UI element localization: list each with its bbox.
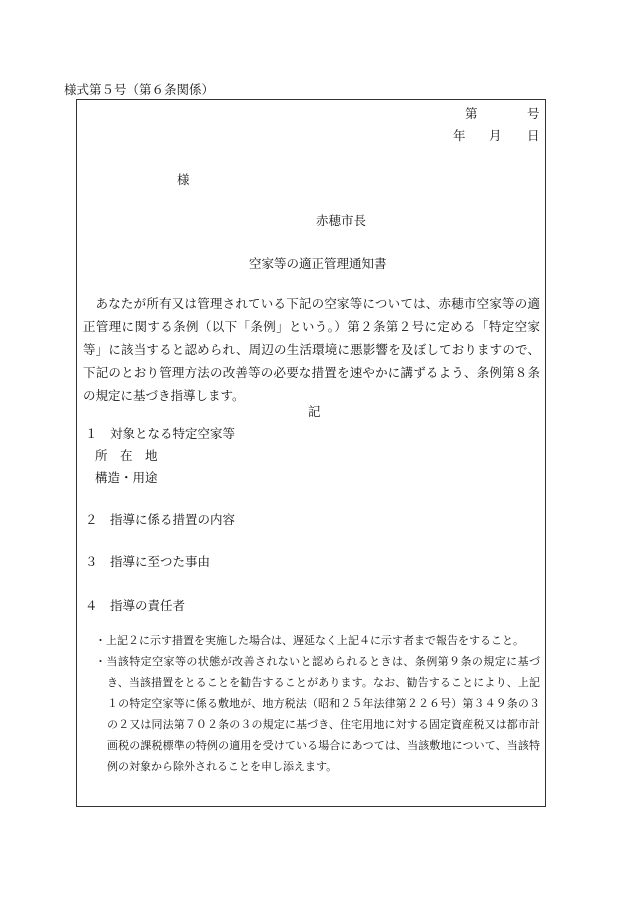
- notice-body: あなたが所有又は管理されている下記の空家等については、赤穂市空家等の適正管理に関する条例（以下「条例」という。）第２条第２号に定める「特定空家等」に該当すると認められ、周辺の生活環境に悪影響を及ぼしておりますので、下記のとおり管理方法の改善等の必要な措置を速やかに講ずるよう、条例第８条の規定に基づき指導します。: [83, 296, 540, 403]
- document-frame: [76, 99, 546, 807]
- structure-use-label: 構造・用途: [95, 470, 158, 485]
- issuer-name: 赤穂市長: [316, 213, 367, 228]
- addressee-honorific: 様: [177, 172, 190, 187]
- item-3-reason: ３ 指導に至つた事由: [85, 554, 211, 569]
- ki-heading: 記: [308, 404, 321, 419]
- date-month: 月: [489, 128, 502, 143]
- date-year: 年: [453, 128, 466, 143]
- item-4-responsible: ４ 指導の責任者: [85, 598, 186, 613]
- item-1-target: １ 対象となる特定空家等: [85, 426, 236, 441]
- doc-number-prefix: 第: [465, 106, 478, 121]
- note-item: ・当該特定空家等の状態が改善されないと認められるときは、条例第９条の規定に基づき、当該措置をとることを勧告することがあります。なお、勧告することにより、上記１の特定空家等に係る敷地が、地方税法（昭和２５年法律第２２６号）第３４９条の３の２又は同法第７０２条の３の規定に基づき、住宅用地に対する固定資産税又は都市計画税の課税標準の特例の適用を受けている場合にあつては、当該敷地について、当該特例の対象から除外されることを申し添えます。: [95, 655, 540, 773]
- note-item: ・上記２に示す措置を実施した場合は、遅延なく上記４に示す者まで報告をすること。: [95, 634, 524, 647]
- notes-list: [95, 630, 540, 777]
- form-number-label: 様式第５号（第６条関係）: [64, 82, 215, 97]
- document-title: 空家等の適正管理通知書: [249, 256, 387, 271]
- date-day: 日: [527, 128, 540, 143]
- location-label: 所 在 地: [95, 448, 158, 463]
- item-2-measures: ２ 指導に係る措置の内容: [85, 512, 236, 527]
- doc-number-suffix: 号: [527, 106, 540, 121]
